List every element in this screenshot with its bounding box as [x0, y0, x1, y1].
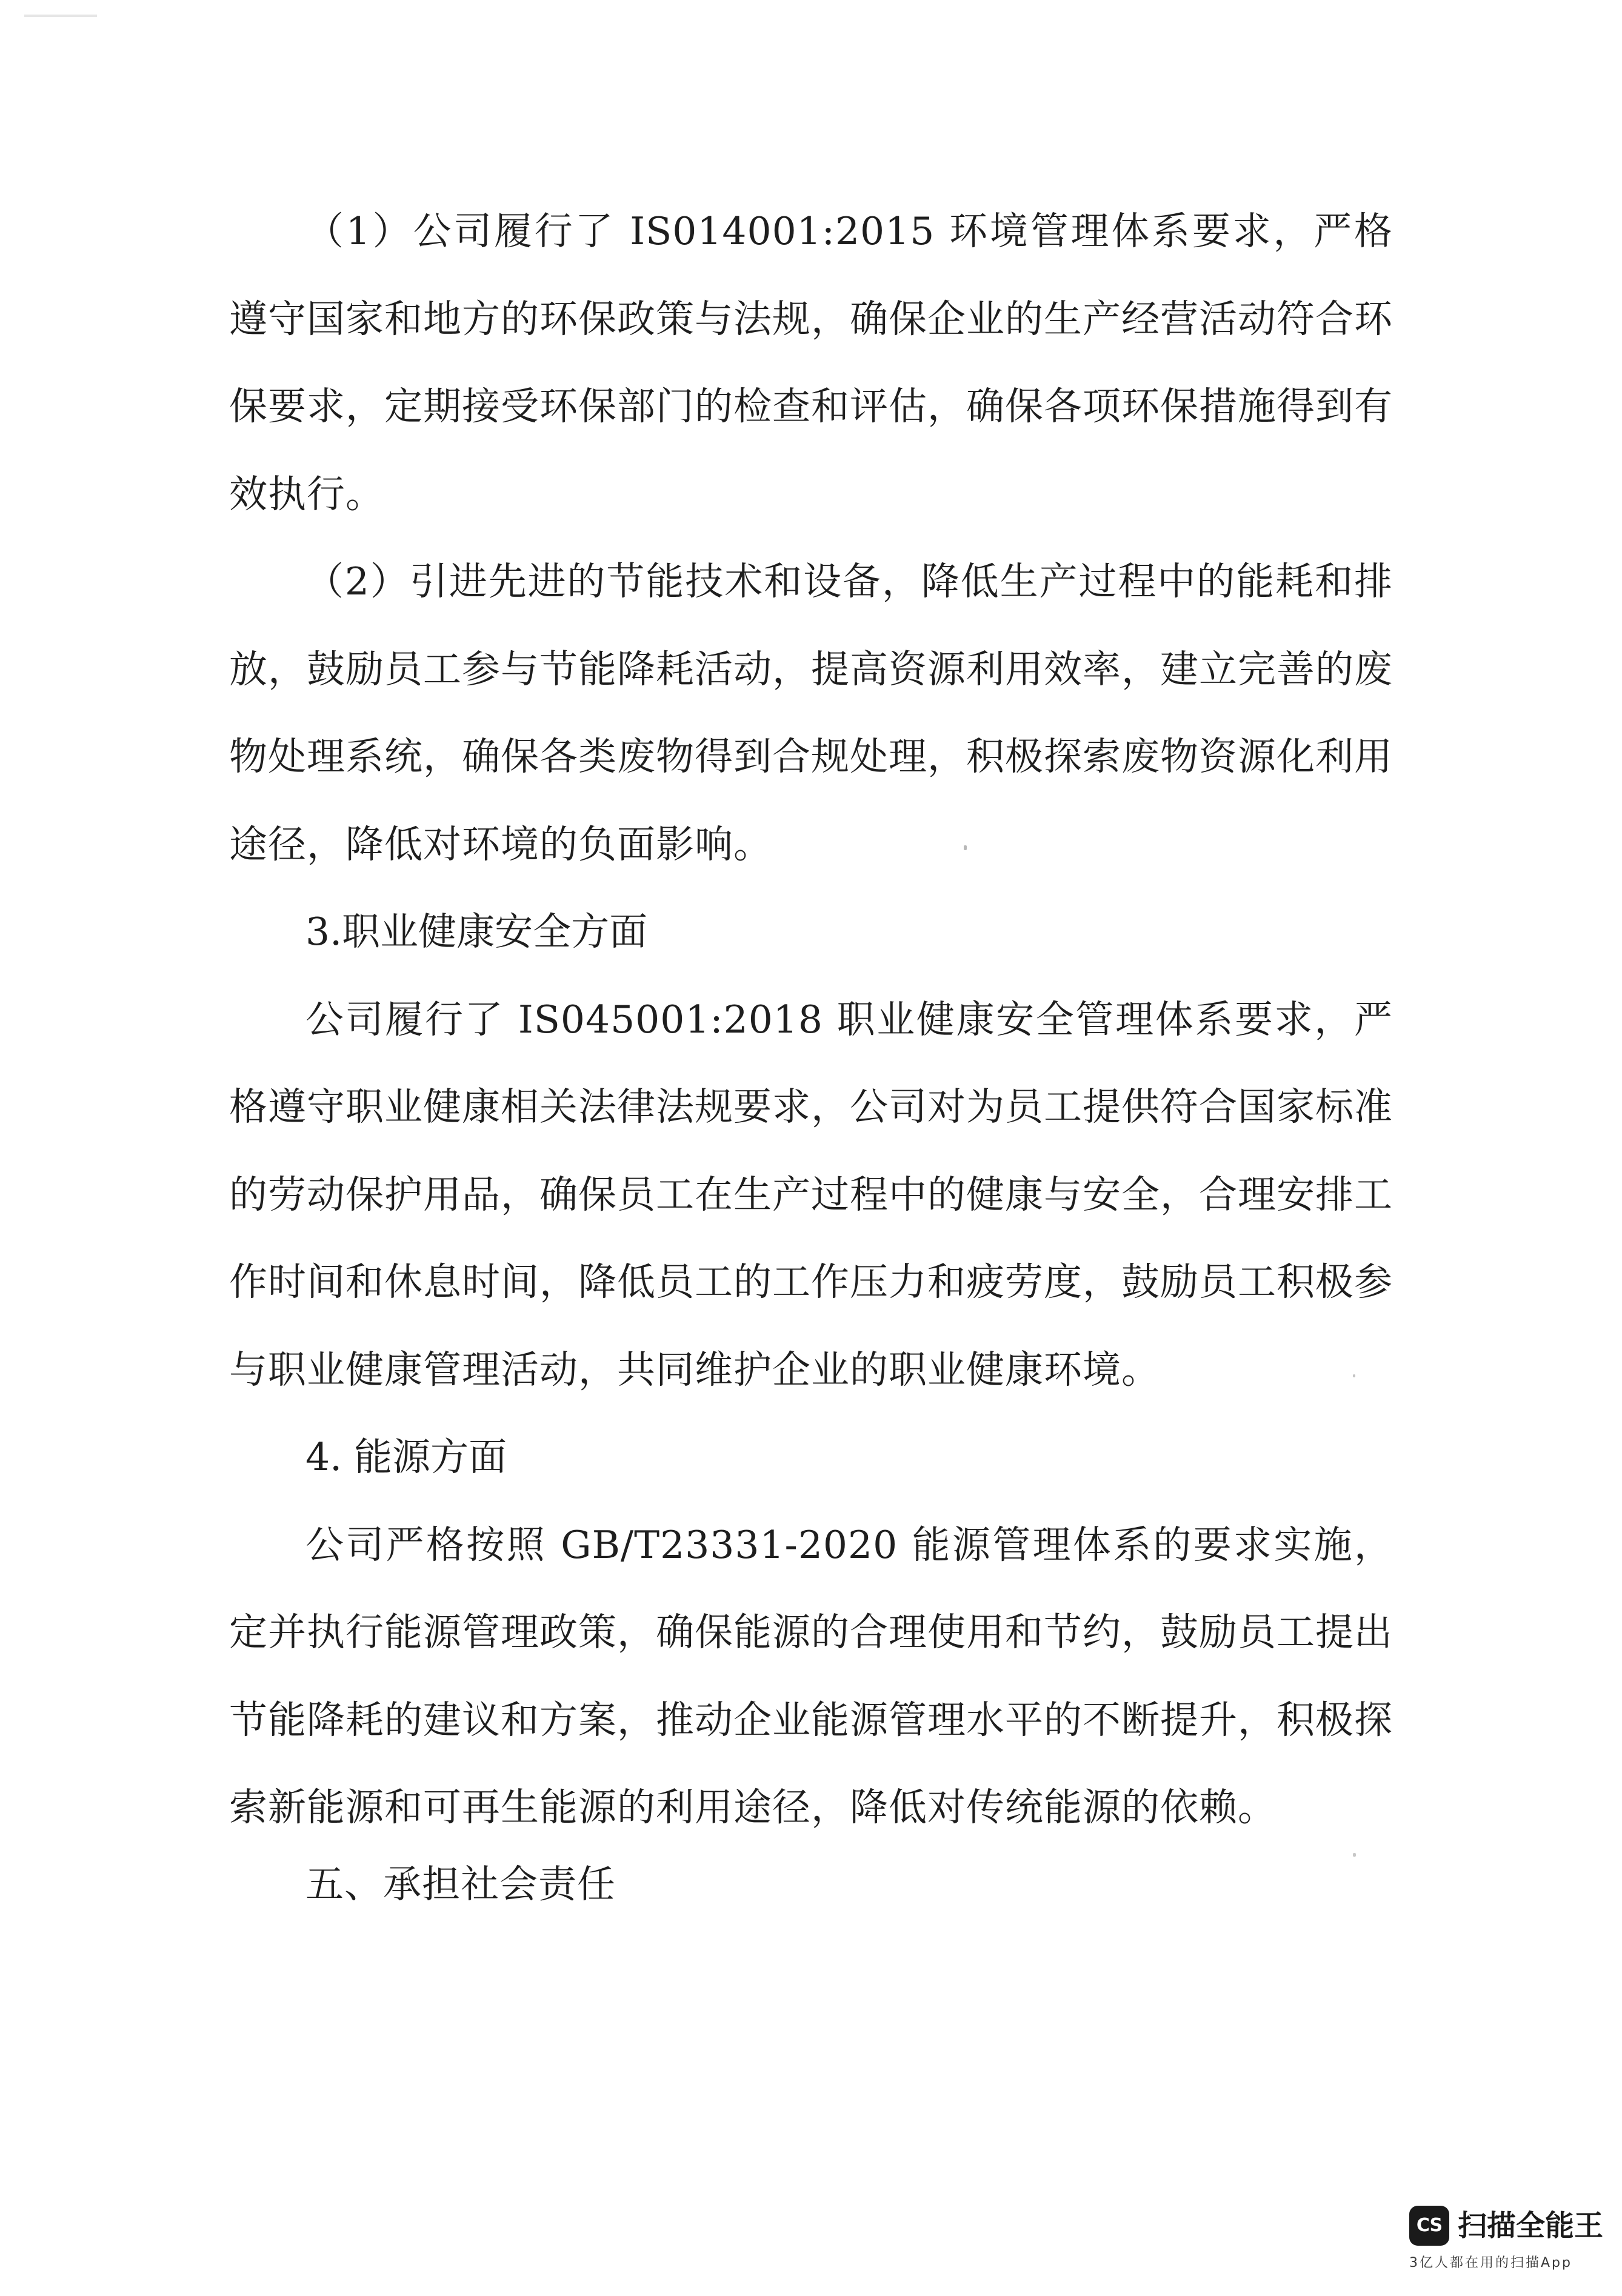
camscanner-logo-icon: CS: [1409, 2206, 1449, 2246]
section-heading-social-responsibility: 五、承担社会责任: [305, 1862, 616, 1906]
heading-occupational-health: 3.职业健康安全方面: [305, 910, 648, 954]
paragraph-occupational-health: 公司履行了 IS045001:2018 职业健康安全管理体系要求，严格遵守职业健康相关法律法规要求，公司对为员工提供符合国家标准的劳动保护用品，确保员工在生产过程中的健康与安全，合理安排工作时间和休息时间，降低员工的工作压力和疲劳度，鼓励员工积极参与职业健康管理活动，共同维护企业的职业健康环境。: [229, 997, 1393, 1392]
paragraph-environment-1: （1）公司履行了 IS014001:2015 环境管理体系要求，严格遵守国家和地方的环保政策与法规，确保企业的生产经营活动符合环保要求，定期接受环保部门的检查和评估，确保各项环保措施得到有效执行。: [229, 209, 1393, 516]
scan-speck: [1353, 1374, 1355, 1377]
paragraph-environment-2: （2）引进先进的节能技术和设备，降低生产过程中的能耗和排放，鼓励员工参与节能降耗活动，提高资源利用效率，建立完善的废物处理系统，确保各类废物得到合规处理，积极探索废物资源化利用途径，降低对环境的负面影响。: [229, 559, 1393, 867]
paragraph-energy: 公司严格按照 GB/T23331-2020 能源管理体系的要求实施，定并执行能源管理政策，确保能源的合理使用和节约，鼓励员工提出节能降耗的建议和方案，推动企业能源管理水平的不断提升，积极探索新能源和可再生能源的利用途径，降低对传统能源的依赖。: [229, 1522, 1393, 1829]
scan-speck: [964, 845, 967, 850]
scan-speck: [1353, 1853, 1356, 1857]
watermark-app-name: 扫描全能王: [1458, 2209, 1604, 2243]
heading-energy: 4. 能源方面: [305, 1435, 507, 1479]
document-body: [229, 188, 1393, 1852]
scan-edge-mark: [24, 15, 97, 17]
watermark-tagline: 3亿人都在用的扫描App: [1409, 2255, 1572, 2271]
camscanner-watermark: [1409, 2206, 1609, 2284]
